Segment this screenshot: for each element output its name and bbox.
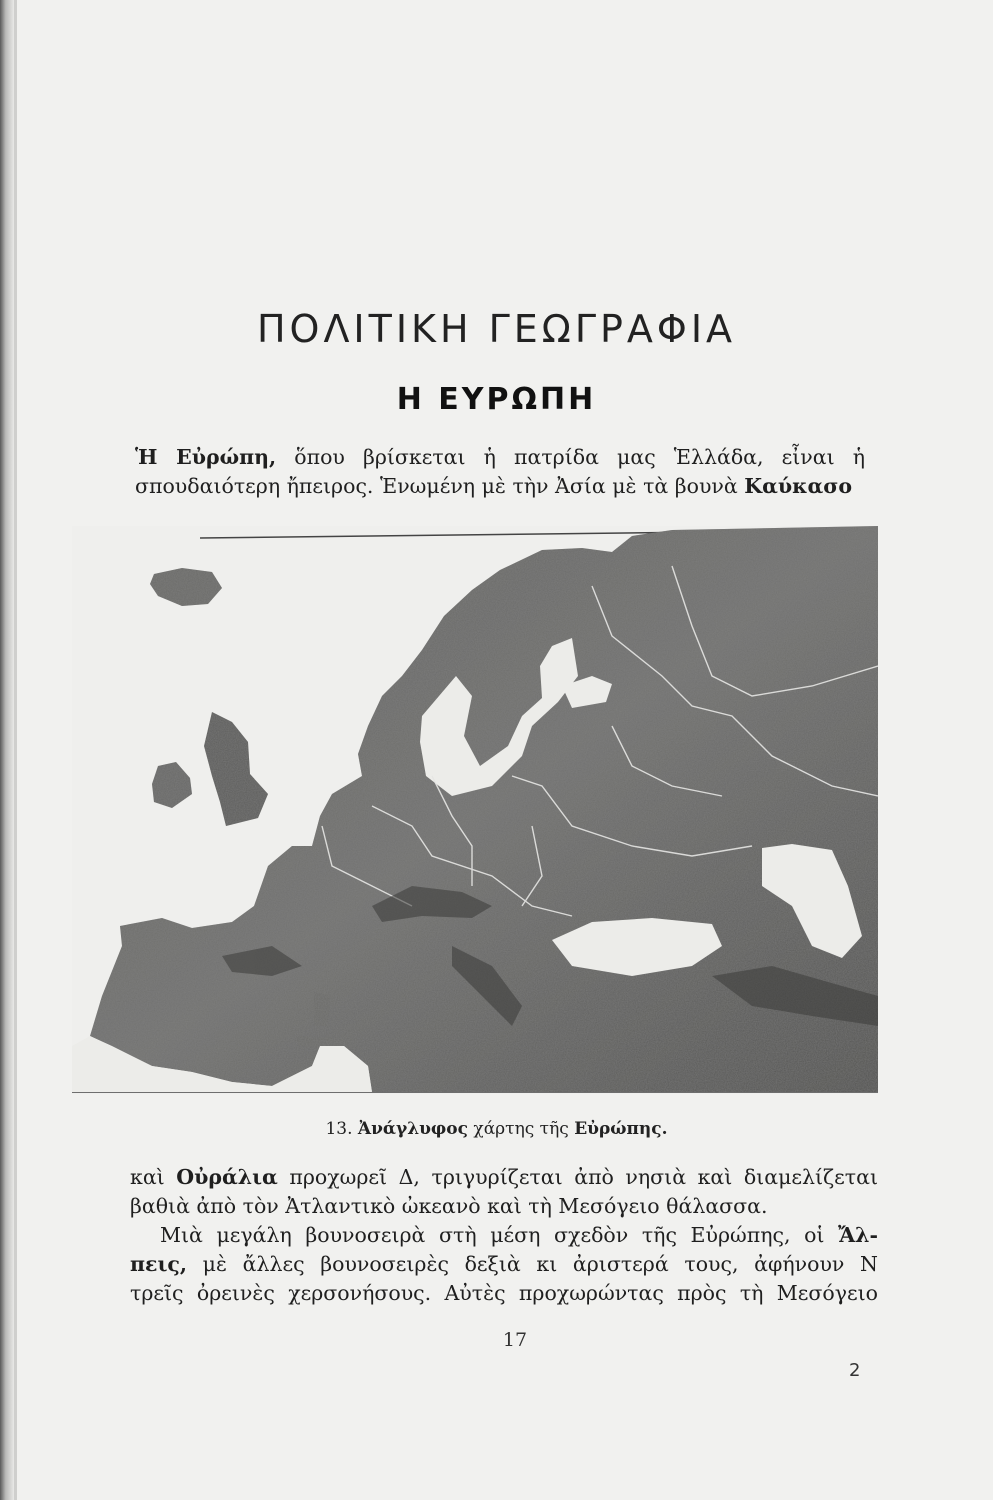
body-line-2: βαθιὰ ἀπὸ τὸν Ἀτλαντικὸ ὠκεανὸ καὶ τὴ Μεσόγειο θάλασσα.	[130, 1194, 768, 1218]
body-line-4	[130, 1250, 878, 1279]
body-line-1-text: προχωρεῖ Δ, τριγυρίζεται ἀπὸ νησιὰ καὶ διαμελίζεται	[277, 1165, 878, 1189]
page-number: 17	[502, 1329, 528, 1351]
body-line-1	[130, 1163, 878, 1192]
body-line-3	[130, 1221, 878, 1250]
page-binding-edge	[0, 0, 14, 1500]
intro-line-2-bold: Καύκασο	[744, 474, 853, 498]
page-binding-shadow	[14, 0, 17, 1500]
body-paragraph	[130, 1163, 878, 1308]
body-line-1-pre: καὶ	[130, 1165, 177, 1189]
sheet-number: 2	[849, 1360, 861, 1381]
intro-line-1	[135, 443, 865, 472]
body-line-4-bold: πεις,	[130, 1252, 188, 1276]
intro-lead-bold: Ἡ Εὐρώπη,	[135, 445, 277, 469]
caption-bold-2: Εὐρώπης.	[574, 1119, 668, 1139]
intro-line-2-text: σπουδαιότερη ἤπειρος. Ἑνωμένη μὲ τὴν Ἀσία μὲ τὰ βουνὰ	[135, 474, 745, 498]
body-line-5: τρεῖς ὀρεινὲς χερσονήσους. Αὐτὲς προχωρώντας πρὸς τὴ Μεσόγειο	[130, 1281, 878, 1305]
section-title: Η ΕΥΡΩΠΗ	[396, 382, 597, 417]
figure-caption	[0, 1119, 993, 1139]
body-line-1-bold: Οὐράλια	[176, 1165, 278, 1189]
intro-line-2	[135, 472, 865, 501]
figure-number: 13.	[325, 1119, 353, 1139]
page-title: ΠΟΛΙΤΙΚΗ ΓΕΩΓΡΑΦΙΑ	[256, 307, 737, 351]
body-line-3-bold: Ἄλ-	[838, 1223, 878, 1247]
body-line-3-text: Μιὰ μεγάλη βουνοσειρὰ στὴ μέση σχεδὸν τῆς Εὐρώπης, οἱ	[160, 1223, 839, 1247]
caption-text: χάρτης τῆς	[467, 1119, 575, 1139]
europe-relief-map	[72, 526, 878, 1094]
intro-line-1-text: ὅπου βρίσκεται ἡ πατρίδα μας Ἑλλάδα, εἶναι ἡ	[276, 445, 865, 469]
intro-paragraph	[135, 443, 865, 501]
body-line-4-text: μὲ ἄλλες βουνοσειρὲς δεξιὰ κι ἀριστερά τους, ἀφήνουν Ν	[187, 1252, 878, 1276]
caption-bold: Ἀνάγλυφος	[357, 1119, 468, 1139]
